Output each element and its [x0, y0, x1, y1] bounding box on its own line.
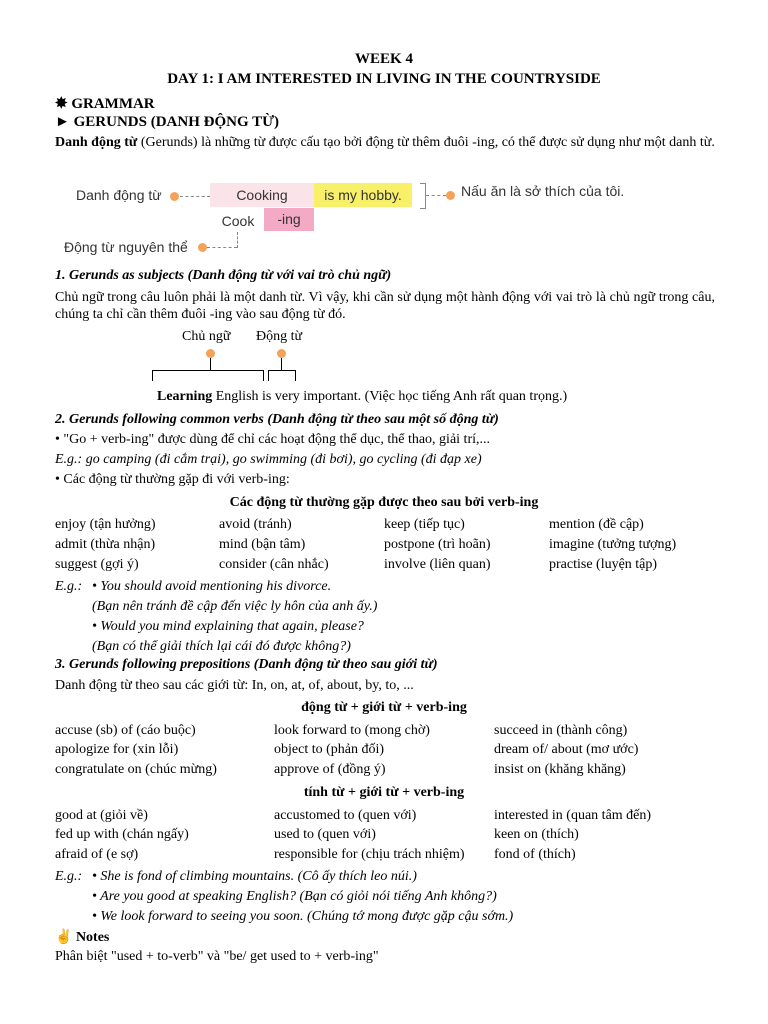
hobby-box: is my hobby.	[314, 183, 412, 207]
section3-example: • She is fond of climbing mountains. (Cô ấy thích leo núi.)	[92, 869, 417, 884]
table-cell: congratulate on (chúc mừng)	[55, 762, 217, 777]
section3-title: 3. Gerunds following prepositions (Danh động từ theo sau giới từ)	[55, 657, 438, 672]
table-cell: postpone (trì hoãn)	[384, 537, 491, 552]
table-cell: avoid (tránh)	[219, 517, 292, 532]
diagram-translation: Nấu ăn là sở thích của tôi.	[461, 183, 625, 199]
dashed-connector	[180, 196, 210, 197]
diagram-label-base: Động từ nguyên thể	[64, 239, 188, 255]
table-cell: suggest (gợi ý)	[55, 557, 139, 572]
table-cell: used to (quen với)	[274, 827, 376, 842]
table-cell: admit (thừa nhận)	[55, 537, 156, 552]
table-cell: accustomed to (quen với)	[274, 808, 417, 823]
orange-dot	[170, 192, 179, 201]
section2-example: • Would you mind explaining that again, please?	[92, 619, 364, 634]
intro-term: Danh động từ	[55, 135, 138, 150]
section2-eg-label: E.g.:	[55, 579, 83, 594]
section3-example: • We look forward to seeing you soon. (Chúng tớ mong được gặp cậu sớm.)	[92, 909, 514, 924]
table-cell: approve of (đồng ý)	[274, 762, 386, 777]
intro-paragraph	[55, 134, 715, 151]
table-cell: involve (liên quan)	[384, 557, 491, 572]
section1-title: 1. Gerunds as subjects (Danh động từ với vai trò chủ ngữ)	[55, 268, 392, 283]
table-cell: succeed in (thành công)	[494, 723, 628, 738]
verbs-table-title: Các động từ thường gặp được theo sau bởi verb-ing	[229, 495, 539, 510]
orange-dot-verb	[277, 349, 286, 358]
orange-dot-subject	[206, 349, 215, 358]
table-cell: interested in (quan tâm đến)	[494, 808, 652, 823]
day-title: DAY 1: I AM INTERESTED IN LIVING IN THE COUNTRYSIDE	[167, 71, 601, 87]
label-subject: Chủ ngữ	[182, 329, 231, 344]
notes-heading	[55, 929, 109, 946]
adj-prep-table-title: tính từ + giới từ + verb-ing	[303, 785, 465, 800]
table-cell: mention (đề cập)	[549, 517, 644, 532]
table-cell: afraid of (e sợ)	[55, 847, 139, 862]
table-cell: enjoy (tận hưởng)	[55, 517, 156, 532]
table-cell: insist on (khăng khăng)	[494, 762, 626, 777]
intro-text: (Gerunds) là những từ được cấu tạo bởi động từ thêm đuôi -ing, có thể được sử dụng như một danh từ.	[137, 135, 715, 150]
section2-example: (Bạn nên tránh đề cập đến việc ly hôn của anh ấy.)	[92, 599, 378, 614]
gerunds-label: GERUNDS (DANH ĐỘNG TỪ)	[73, 114, 280, 130]
ing-box: -ing	[264, 208, 314, 231]
bracket-verb	[268, 370, 296, 381]
section1-example	[157, 389, 567, 405]
section3-eg-label: E.g.:	[55, 869, 83, 884]
arrow-right-icon: ►	[55, 114, 70, 130]
grammar-heading	[55, 94, 155, 113]
orange-dot-right	[446, 191, 455, 200]
table-cell: imagine (tưởng tượng)	[549, 537, 677, 552]
table-cell: keep (tiếp tục)	[384, 517, 465, 532]
section2-bullet1: • "Go + verb-ing" được dùng để chỉ các hoạt động thể dục, thể thao, giải trí,...	[55, 432, 490, 447]
table-cell: consider (cân nhắc)	[219, 557, 329, 572]
notes-text: Phân biệt "used + to-verb" và "be/ get used to + verb-ing"	[55, 949, 379, 964]
example-bold: Learning	[157, 389, 213, 404]
table-cell: object to (phản đối)	[274, 742, 385, 757]
dashed-connector-right	[426, 195, 446, 196]
table-cell: dream of/ about (mơ ước)	[494, 742, 639, 757]
table-cell: look forward to (mong chờ)	[274, 723, 430, 738]
bracket-right	[420, 183, 426, 209]
table-cell: fond of (thích)	[494, 847, 576, 862]
table-cell: apologize for (xin lỗi)	[55, 742, 179, 757]
label-verb: Động từ	[256, 329, 303, 344]
section1-text: Chủ ngữ trong câu luôn phải là một danh từ. Vì vậy, khi cần sử dụng một hành động với vai trò là chủ ngữ trong câu, chúng ta chỉ cần thêm đuôi -ing vào sau động từ đó.	[55, 290, 715, 322]
table-cell: practise (luyện tập)	[549, 557, 658, 572]
verb-prep-table-title: động từ + giới từ + verb-ing	[301, 700, 467, 715]
table-cell: good at (giỏi về)	[55, 808, 148, 823]
connector-verb	[281, 358, 282, 370]
hand-icon: ✌	[55, 930, 73, 945]
table-cell: mind (bận tâm)	[219, 537, 306, 552]
table-cell: keen on (thích)	[494, 827, 579, 842]
dashed-connector-bottom	[207, 247, 237, 248]
diagram-label-gerund: Danh động từ	[76, 187, 162, 203]
star-icon: ✸	[55, 96, 68, 112]
bracket-subject	[152, 370, 264, 381]
cooking-box: Cooking	[210, 183, 314, 207]
section2-example1: E.g.: go camping (đi cắm trại), go swimming (đi bơi), go cycling (đi đạp xe)	[55, 452, 482, 467]
notes-label: Notes	[75, 930, 110, 945]
orange-dot-bottom	[198, 243, 207, 252]
week-title: WEEK 4	[355, 51, 413, 67]
table-cell: accuse (sb) of (cáo buộc)	[55, 723, 196, 738]
table-cell: fed up with (chán ngấy)	[55, 827, 189, 842]
example-rest: English is very important. (Việc học tiếng Anh rất quan trọng.)	[212, 389, 568, 404]
cook-box: Cook	[221, 213, 255, 229]
section2-bullet2: • Các động từ thường gặp đi với verb-ing:	[55, 472, 290, 487]
dashed-vertical	[237, 232, 238, 248]
section2-title: 2. Gerunds following common verbs (Danh động từ theo sau một số động từ)	[55, 412, 499, 427]
section2-example: • You should avoid mentioning his divorce.	[92, 579, 332, 594]
section2-example: (Bạn có thể giải thích lại cái đó được không?)	[92, 639, 351, 654]
connector-subject	[210, 358, 211, 370]
section3-text: Danh động từ theo sau các giới từ: In, on, at, of, about, by, to, ...	[55, 678, 414, 693]
gerunds-heading	[55, 114, 279, 131]
grammar-label: GRAMMAR	[71, 96, 155, 112]
section3-example: • Are you good at speaking English? (Bạn có giỏi nói tiếng Anh không?)	[92, 889, 497, 904]
table-cell: responsible for (chịu trách nhiệm)	[274, 847, 465, 862]
